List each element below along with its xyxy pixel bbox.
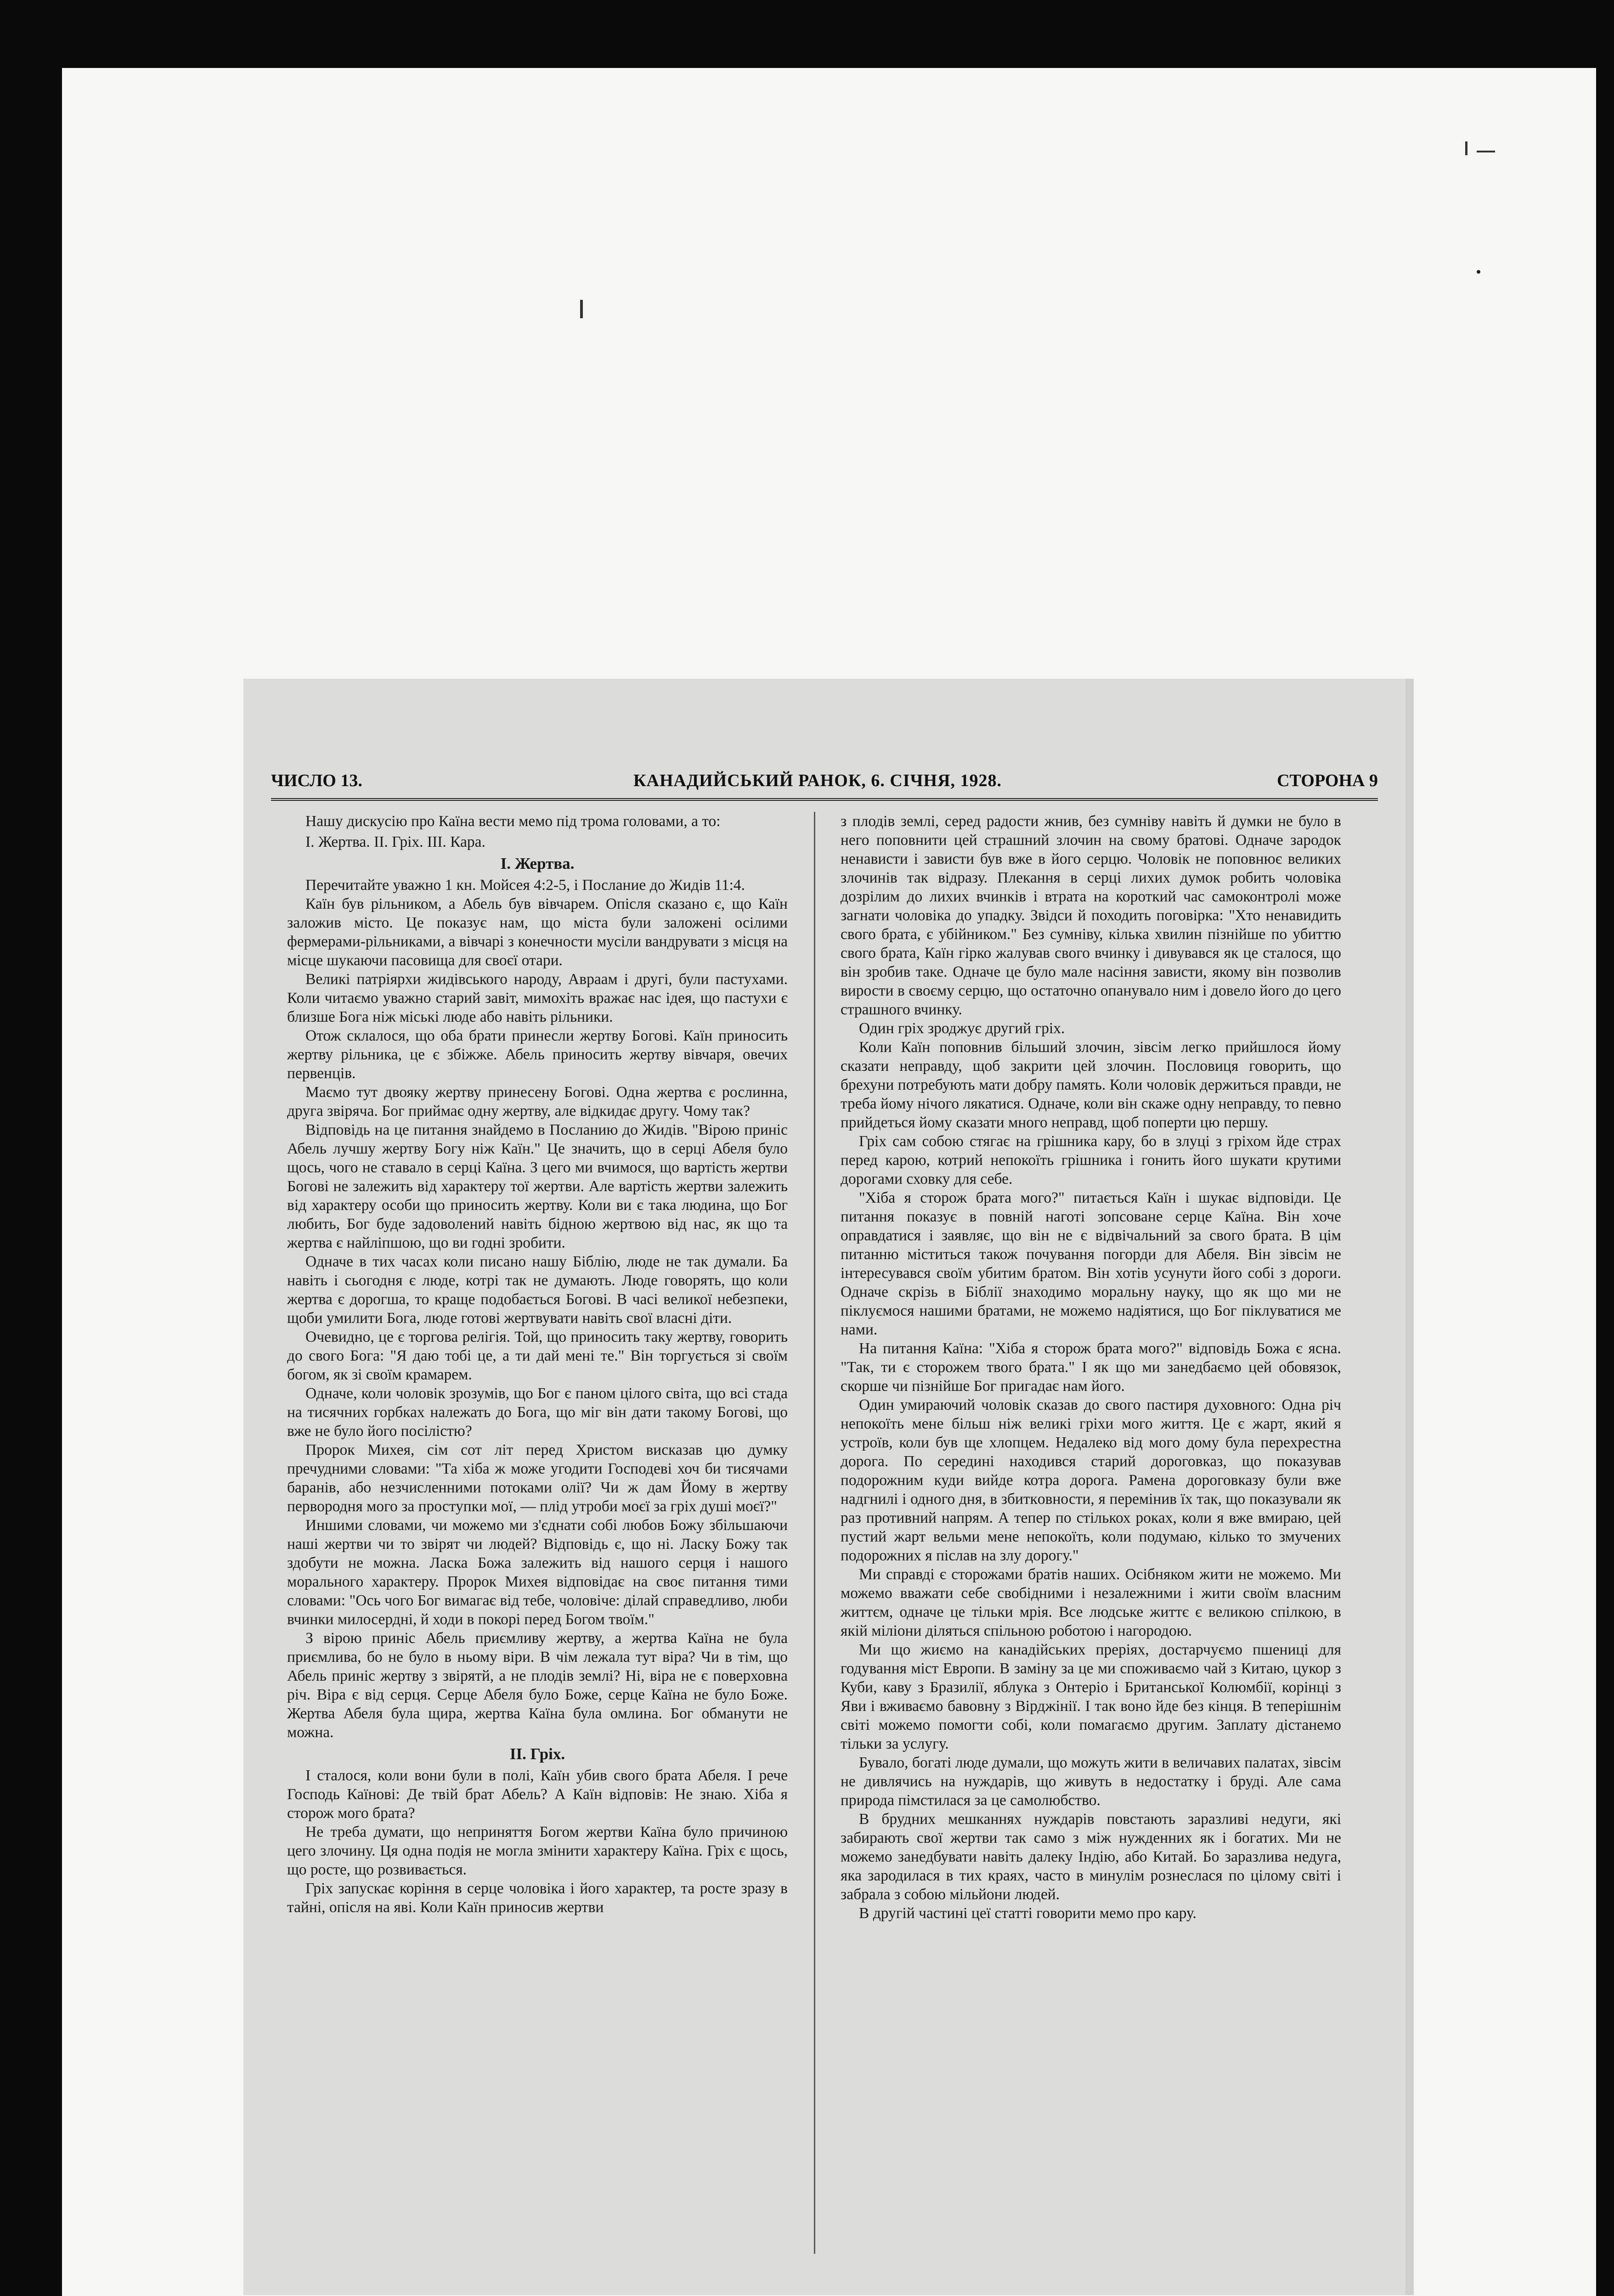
running-header	[271, 771, 1378, 801]
paragraph: Маємо тут двояку жертву принесену Богові. Одна жертва є рослинна, друга звіряча. Бог приймає одну жертву, але відкидає другу. Чому так?	[287, 1084, 788, 1120]
scan-artifact	[1477, 270, 1480, 274]
paragraph: В брудних мешканнях нуждарів повстають заразливі недуги, які забирають свої жертви так само з між нужденних як і богатих. Ми не можемо занедбувати навіть далеку Індію, або Китай. Бо заразлива недуга, яка зародилася в тих краях, часто в минулім рознеслася по цілому світі і забрала з собою мільйони людей.	[841, 1811, 1341, 1903]
scan-artifact	[1465, 141, 1467, 155]
paragraph: Бувало, богаті люде думали, що можуть жити в величавих палатах, зівсім не дивлячись на нуждарів, що живуть в недостатку і бруді. Але сама природа пімстилася за це самолюбство.	[841, 1754, 1341, 1809]
paragraph: Один гріх зроджує другий гріх.	[859, 1020, 1065, 1037]
paragraph: Каїн був рільником, а Абель був вівчарем. Опісля сказано є, що Каїн заложив місто. Це показує нам, що міста були заложені осілими фермерами-рільниками, а вівчарі з конечности мусіли вандрувати з місця на місце шукаючи пасовища для своєї отари.	[287, 895, 788, 969]
paragraph: Великі патріярхи жидівського народу, Авраам і другі, були пастухами. Коли читаємо уважно старий завіт, мимохіть вражає нас ідея, що пастухи є близше Бога ніж міські люде або навіть рільники.	[287, 971, 788, 1025]
microfilm-frame	[62, 68, 1596, 2296]
paragraph: Не треба думати, що неприняття Богом жертви Каїна було причиною цего злочину. Ця одна подія не могла змінити характеру Каїна. Гріх є щось, що росте, що розвивається.	[287, 1823, 788, 1878]
paragraph: Иншими словами, чи можемо ми з'єднати собі любов Божу збільшаючи наші жертви чи то звірят чи людей? Відповідь є, що ні. Ласку Божу так здобути не можна. Ласка Божа залежить від нашого серця і нашого морального характеру. Пророк Михея відповідає на своє питання тими словами: "Ось чого Бог вимагає від тебе, чоловіче: ділай справедливо, люби вчинки милосердні, й ходи в покорі перед Богом твоїм."	[287, 1517, 788, 1628]
paragraph: Отож склалося, що оба брати принесли жертву Богові. Каїн приносить жертву рільника, це є збіжже. Абель приносить жертву вівчаря, овечих первенців.	[287, 1027, 788, 1082]
parts-list: І. Жертва. ІІ. Гріх. ІІІ. Кара.	[305, 833, 485, 850]
paragraph: Перечитайте уважно 1 кн. Мойсея 4:2-5, і Послание до Жидів 11:4.	[305, 877, 745, 894]
paragraph: Очевидно, це є торгова релігія. Той, що приносить таку жертву, говорить до свого Бога: "Я даю тобі це, а ти дай мені те." Він торгується зі своїм богом, як зі своїм крамарем.	[287, 1328, 788, 1383]
paragraph: З вірою приніс Абель приємливу жертву, а жертва Каїна не була приємлива, бо не було в ньому віри. В чім лежала тут віра? Чи в тім, що Абель приніс жертву з звірятй, а не плодів землі? Ні, віра не є поверховна річ. Віра є від серця. Серце Абеля було Боже, серце Каїна не було Боже. Жертва Абеля була щира, жертва Каїна була омлина. Бог обманути не можна.	[287, 1630, 788, 1741]
paragraph: Ми справді є сторожами братів наших. Осібняком жити не можемо. Ми можемо вважати себе свобідними і незалежними і жити своїм власним життєм, одначе це тільки мрія. Все людське життє є великою спілкою, в якій мілiони діляться спільною роботою і нагородою.	[841, 1566, 1341, 1639]
scan-artifact	[1477, 151, 1495, 152]
paragraph: "Хіба я сторож брата мого?" питається Каїн і шукає відповіди. Це питання показує в повній наготі зопсоване серце Каїна. Він хоче оправдатися і заявляє, що він не є відвічальний за свого брата. В цім питанню міститься також почування погорди для Абеля. Він зівсім не інтересувався своїм убитим братом. Він хотів усунути його собі з дороги. Одначе скрізь в Біблії знаходимо моральну науку, що як що ми не піклуємося нашими братами, не можемо надіятися, що Бог піклуватися ме нами.	[841, 1189, 1341, 1338]
issue-number: ЧИСЛО 13.	[271, 771, 362, 790]
paragraph: Один умираючий чоловік сказав до свого пастиря духовного: Одна річ непокоїть мене більш ніж великі гріхи мого життя. Це є жарт, який я устроїв, коли був ще хлопцем. Недалеко від мого дому була перехрестна дорога. По середині находився старий дороговказ, що показував подорожним куди вийде котра дорога. Рамена дороговказу були вже надгнилі і одного дня, в збиткoвности, я перемінив їх так, що показували як раз противний напрям. А тепер по стількох роках, коли я вже вмираю, цей пустий жарт вельми мене непокоїть, коли подумаю, кілько то змучених подорожних я післав на злу дорогу."	[841, 1396, 1341, 1564]
section-title-sacrifice: I. Жертва.	[500, 855, 575, 872]
masthead: КАНАДИЙСЬКИЙ РАНОК, 6. СІЧНЯ, 1928.	[633, 771, 1002, 790]
paragraph: Одначе, коли чоловік зрозумів, що Бог є паном цілого світа, що всі стада на тисячних горбках належать до Бога, що міг він дати такому Богові, що вже не було його посілістю?	[287, 1385, 788, 1440]
paragraph: з плодів землі, серед радости жнив, без сумніву навіть й думки не було в него поповнити цей страшний злочин на свому братові. Одначе зародок ненависти і зависти був вже в його серцю. Чоловік не поповнює великих злочинів так відразу. Плекання в серці лихих думок робить чоловіка дозрілим до лихих вчинків і втрата на короткий час самоконтролі може загнати чоловіка до упадку. Звідси й походить поговірка: "Хто ненавидить свого брата, є убійником." Без сумніву, кілька хвилин пізнійше по убиттю свого брата, Каїн гірко жалував свого вчинку і дивувався як це сталося, що він зробив таке. Одначе це було мале насіння зависти, якому він позволив вирости в своєму серцю, що остаточно опанувало ним і довело його до цего страшного вчинку.	[841, 813, 1341, 1018]
page-number: СТОРОНА 9	[1277, 771, 1378, 790]
paragraph: Пророк Михея, сім сот літ перед Христом висказав цю думку пречудними словами: "Та хіба ж може угодити Господеві хоч би тисячами баранів, або незчисленними потоками олії? Чи ж дам Йому в жертву первородня мого за проступки мої, — плід утроби моєї за гріх душі моєї?"	[287, 1441, 788, 1515]
paragraph: В другій частині цеї статті говорити мемо про кару.	[859, 1905, 1196, 1922]
paragraph: Одначе в тих часах коли писано нашу Біблію, люде не так думали. Ба навіть і сьогодня є люде, котрі так не думають. Люде говорять, що коли жертва є дорогша, то краще подобається Богові. В часі великої небезпеки, щоби умилити Бога, люде готові жертвувати навіть свої власні діти.	[287, 1253, 788, 1327]
column-divider	[814, 812, 815, 2254]
paragraph: Відповідь на це питання знайдемо в Посланию до Жидів. "Вірою приніс Абель лучшу жертву Богу ніж Каїн." Це значить, що в серці Абеля було щось, чого не ставало в серці Каїна. З цего ми вчимося, що вартість жертви Богові не залежить від характеру тої жертви. Але вартість жертви залежить від характеру особи що приносить жертву. Коли ви є така людина, що Бог любить, Бог буде задоволений навіть бідною жертвою від нас, як що та жертва є найліпшою, що ви годні зробити.	[287, 1121, 788, 1251]
newspaper-page	[243, 679, 1405, 2295]
paragraph: Гріх сам собою стягає на грішника кару, бо в злуці з гріхом йде страх перед карою, котрий непокоїть грішника і гонить його шукати крутими дорогами сховку для себе.	[841, 1133, 1341, 1187]
paragraph: Ми що жиємо на канадійських преріях, достарчуємо пшениці для годування міст Европи. В заміну за це ми споживаємо чай з Китаю, цукор з Куби, каву з Бразилії, яблука з Онтеріо і Британської Колюмбії, корінці з Яви і вживаємо бавовну з Вірджінії. І так воно йде без кінця. В теперішнім світі можемо помогти собі, коли помагаємо другим. Заплату дістанемо тільки за услугу.	[841, 1641, 1341, 1752]
paragraph: І сталося, коли вони були в полі, Каїн убив свого брата Абеля. І рече Господь Каїнові: Де твій брат Абель? А Каїн відповів: Не знаю. Хіба я сторож мого брата?	[287, 1767, 788, 1822]
paragraph: На питання Каїна: "Хіба я сторож брата мого?" відповідь Божа є ясна. "Так, ти є сторожем твого брата." І як що ми занедбаємо цей обовязок, скорше чи пізнійше Бог пригадає нам його.	[841, 1340, 1341, 1395]
paragraph: Коли Каїн поповнив більший злочин, зівсім легко прийшлося йому сказати неправду, щоб закрити цей злочин. Пословиця говорить, що брехуни потребують мати добру память. Коли чоловік держиться правди, не треба йому нічого лякатися. Одначе, коли він скаже одну неправду, то певно прийдеться йому сказати много неправд, щоб поперти цю першу.	[841, 1039, 1341, 1131]
section-title-sin: II. Гріх.	[509, 1745, 565, 1763]
intro-paragraph: Нашу дискусію про Каїна вести мемо під трома головами, а то:	[305, 813, 721, 830]
left-column	[287, 812, 788, 2263]
paragraph: Гріх запускає коріння в серце чоловіка і його характер, та росте зразу в тайні, опісля на яві. Коли Каїн приносив жертви	[287, 1880, 788, 1916]
right-column	[841, 812, 1341, 2263]
scan-artifact	[580, 300, 583, 318]
